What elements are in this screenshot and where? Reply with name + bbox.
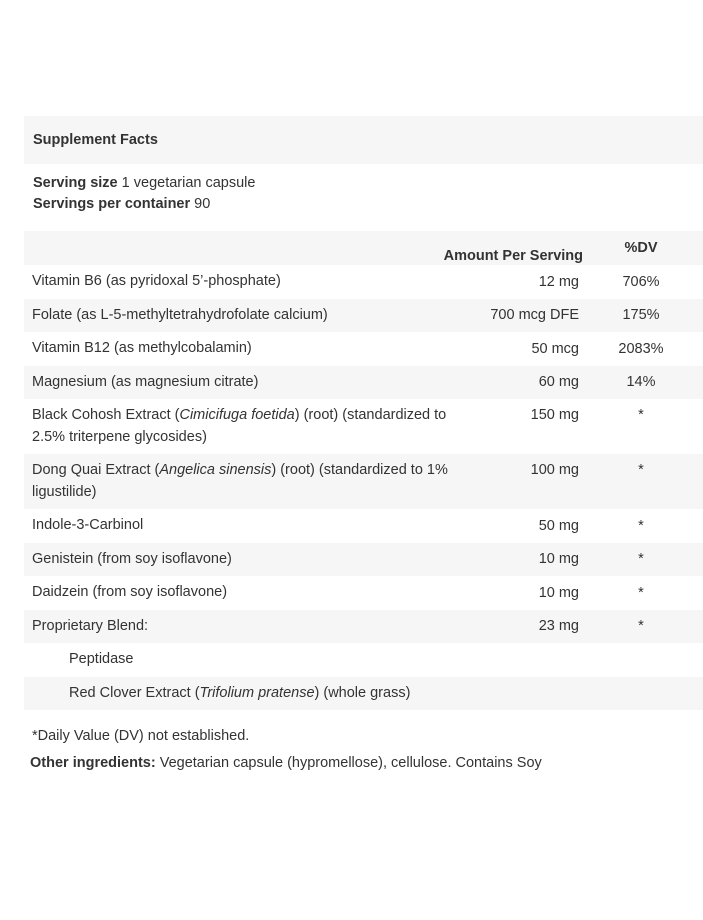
nutrient-dv: * (638, 584, 644, 601)
nutrient-name: Black Cohosh Extract (Cimicifuga foetida) (root) (standardized to 2.5% triterpene glycosides) (32, 407, 447, 445)
nutrient-amount: 50 mcg (531, 340, 579, 357)
table-row (24, 366, 703, 400)
other-ingredients (30, 753, 542, 773)
table-header (24, 231, 703, 265)
nutrient-amount: 150 mg (530, 407, 579, 423)
nutrient-amount: 60 mg (538, 374, 579, 391)
nutrient-amount: 10 mg (538, 551, 579, 568)
serving-size-line (33, 173, 694, 194)
servings-per-container-line (33, 194, 694, 215)
dv-header: %DV (624, 240, 658, 256)
nutrient-dv: * (638, 618, 644, 635)
nutrient-table (24, 231, 703, 710)
table-row (24, 454, 703, 509)
nutrient-name: Vitamin B6 (as pyridoxal 5’-phosphate) (32, 273, 281, 289)
table-row (24, 610, 703, 644)
other-ingredients-label: Other ingredients: (30, 755, 156, 771)
other-ingredients-text: Vegetarian capsule (hypromellose), cellulose. Contains Soy (155, 755, 542, 771)
table-row (24, 677, 703, 711)
amount-header: Amount Per Serving (443, 248, 583, 264)
table-row (24, 332, 703, 366)
serving-size-label: Serving size (33, 175, 118, 191)
nutrient-amount: 12 mg (538, 273, 579, 290)
supplement-facts-panel (24, 116, 703, 710)
nutrient-dv: 2083% (618, 340, 664, 357)
table-row (24, 543, 703, 577)
table-row (24, 576, 703, 610)
nutrient-dv: * (638, 517, 644, 534)
servings-per-container-label: Servings per container (33, 196, 191, 212)
nutrient-name: Daidzein (from soy isoflavone) (32, 584, 228, 600)
nutrient-dv: 175% (622, 307, 660, 324)
nutrient-amount: 10 mg (538, 584, 579, 601)
servings-per-container-value: 90 (194, 196, 211, 212)
table-row (24, 265, 703, 299)
nutrient-dv: * (638, 462, 644, 478)
nutrient-dv: * (638, 551, 644, 568)
nutrient-dv: 706% (622, 273, 660, 290)
nutrient-amount: 700 mcg DFE (490, 307, 579, 324)
table-row (24, 299, 703, 333)
nutrient-amount: 100 mg (530, 462, 579, 478)
serving-size-value: 1 vegetarian capsule (121, 175, 256, 191)
panel-title: Supplement Facts (33, 132, 158, 148)
serving-info (24, 164, 703, 231)
nutrient-name: Dong Quai Extract (Angelica sinensis) (root) (standardized to 1% ligustilide) (32, 462, 448, 500)
nutrient-name: Magnesium (as magnesium citrate) (32, 373, 259, 390)
table-row (24, 399, 703, 454)
blend-ingredient-name: Red Clover Extract (Trifolium pratense) (whole grass) (69, 684, 411, 701)
nutrient-name: Folate (as L-5-methyltetrahydrofolate calcium) (32, 306, 328, 323)
nutrient-name: Proprietary Blend: (32, 617, 149, 634)
table-row (24, 509, 703, 543)
nutrient-dv: 14% (626, 374, 656, 391)
nutrient-amount: 50 mg (538, 517, 579, 534)
nutrient-name: Vitamin B12 (as methylcobalamin) (32, 340, 252, 356)
nutrient-amount: 23 mg (538, 618, 579, 635)
dv-footnote: *Daily Value (DV) not established. (32, 728, 250, 744)
blend-ingredient-name: Peptidase (69, 651, 134, 667)
table-row (24, 643, 703, 677)
nutrient-dv: * (638, 407, 644, 423)
nutrient-name: Genistein (from soy isoflavone) (32, 550, 232, 567)
title-bar (24, 116, 703, 164)
nutrient-name: Indole-3-Carbinol (32, 517, 144, 533)
